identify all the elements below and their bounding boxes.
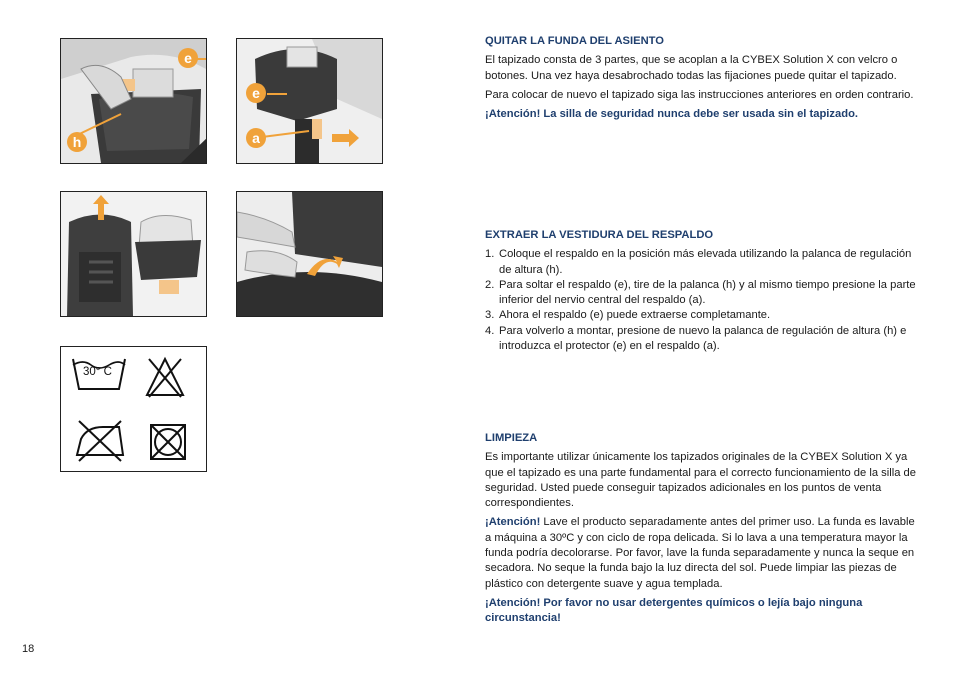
figure-press-lever	[236, 191, 383, 317]
paragraph: Para colocar de nuevo el tapizado siga las instrucciones anteriores en orden contrario.	[485, 88, 914, 101]
section-remove-seat-cover	[485, 34, 920, 122]
step-item: 3. Ahora el respaldo (e) puede extraerse completamante.	[485, 309, 771, 322]
paragraph: Es importante utilizar únicamente los tapizados originales de la CYBEX Solution X ya que el tapizado es una parte fundamental para el correcto funcionamiento de la silla de seguridad. Usted puede conseguir tapizados adicionales en los puntos de venta correspondientes.	[485, 451, 916, 510]
steps-list	[485, 247, 920, 354]
label-e: e	[184, 50, 192, 66]
label-h-badge	[67, 132, 87, 152]
section-title: QUITAR LA FUNDA DEL ASIENTO	[485, 35, 664, 47]
label-e: e	[252, 85, 260, 101]
care-symbols-panel	[60, 346, 207, 472]
label-h: h	[72, 134, 82, 150]
warning-text: ¡Atención! Por favor no usar detergentes químicos o lejía bajo ninguna circunstancia!	[485, 596, 863, 625]
no-tumble-dry-icon	[151, 425, 185, 459]
section-cleaning	[485, 431, 920, 627]
section-title: LIMPIEZA	[485, 432, 538, 444]
warning-text: ¡Atención! La silla de seguridad nunca debe ser usada sin el tapizado.	[485, 108, 859, 121]
figure-cover-removal	[60, 191, 207, 317]
section-title: EXTRAER LA VESTIDURA DEL RESPALDO	[485, 229, 714, 241]
label-a-badge	[246, 128, 266, 148]
wash-temperature-label: 30° C	[83, 366, 112, 378]
step-item: 2. Para soltar el respaldo (e), tire de la palanca (h) y al mismo tiempo presione la parte inferior del nervio central del respaldo (a).	[485, 278, 916, 307]
label-e-badge	[246, 83, 266, 103]
no-iron-icon	[77, 421, 123, 461]
paragraph: El tapizado consta de 3 partes, que se acoplan a la CYBEX Solution X con velcro o botones. Una vez haya desabrochado todas las fijaciones puede quitar el tapizado.	[485, 54, 898, 82]
section-remove-backrest-cover	[485, 228, 920, 354]
paragraph	[485, 515, 920, 591]
label-e-badge	[178, 48, 198, 68]
step-item: 1. Coloque el respaldo en la posición más elevada utilizando la palanca de regulación de altura (h).	[485, 248, 912, 276]
step-item: 4. Para volverlo a montar, presione de nuevo la palanca de regulación de altura (h) e introduzca el protector (e) en el respaldo (a).	[485, 324, 907, 353]
figure-backrest-e-a	[236, 38, 383, 164]
paragraph-rest: Lave el producto separadamente antes del primer uso. La funda es lavable a máquina a 30ºC y con ciclo de ropa delicada. Si lo lava a una temperatura mayor la funda podría decolorarse. Por favor, lave la funda separadamente y nunca la seque en secadora. No seque la funda bajo la luz directa del sol. Puede limpiar las piezas de plástico con detergente suave y agua templada.	[485, 516, 915, 590]
page-number: 18	[22, 643, 35, 655]
warning-lead: ¡Atención!	[485, 516, 541, 529]
figure-seat-cover-e-h	[60, 38, 207, 164]
no-bleach-icon	[147, 359, 183, 397]
label-a: a	[252, 130, 260, 146]
